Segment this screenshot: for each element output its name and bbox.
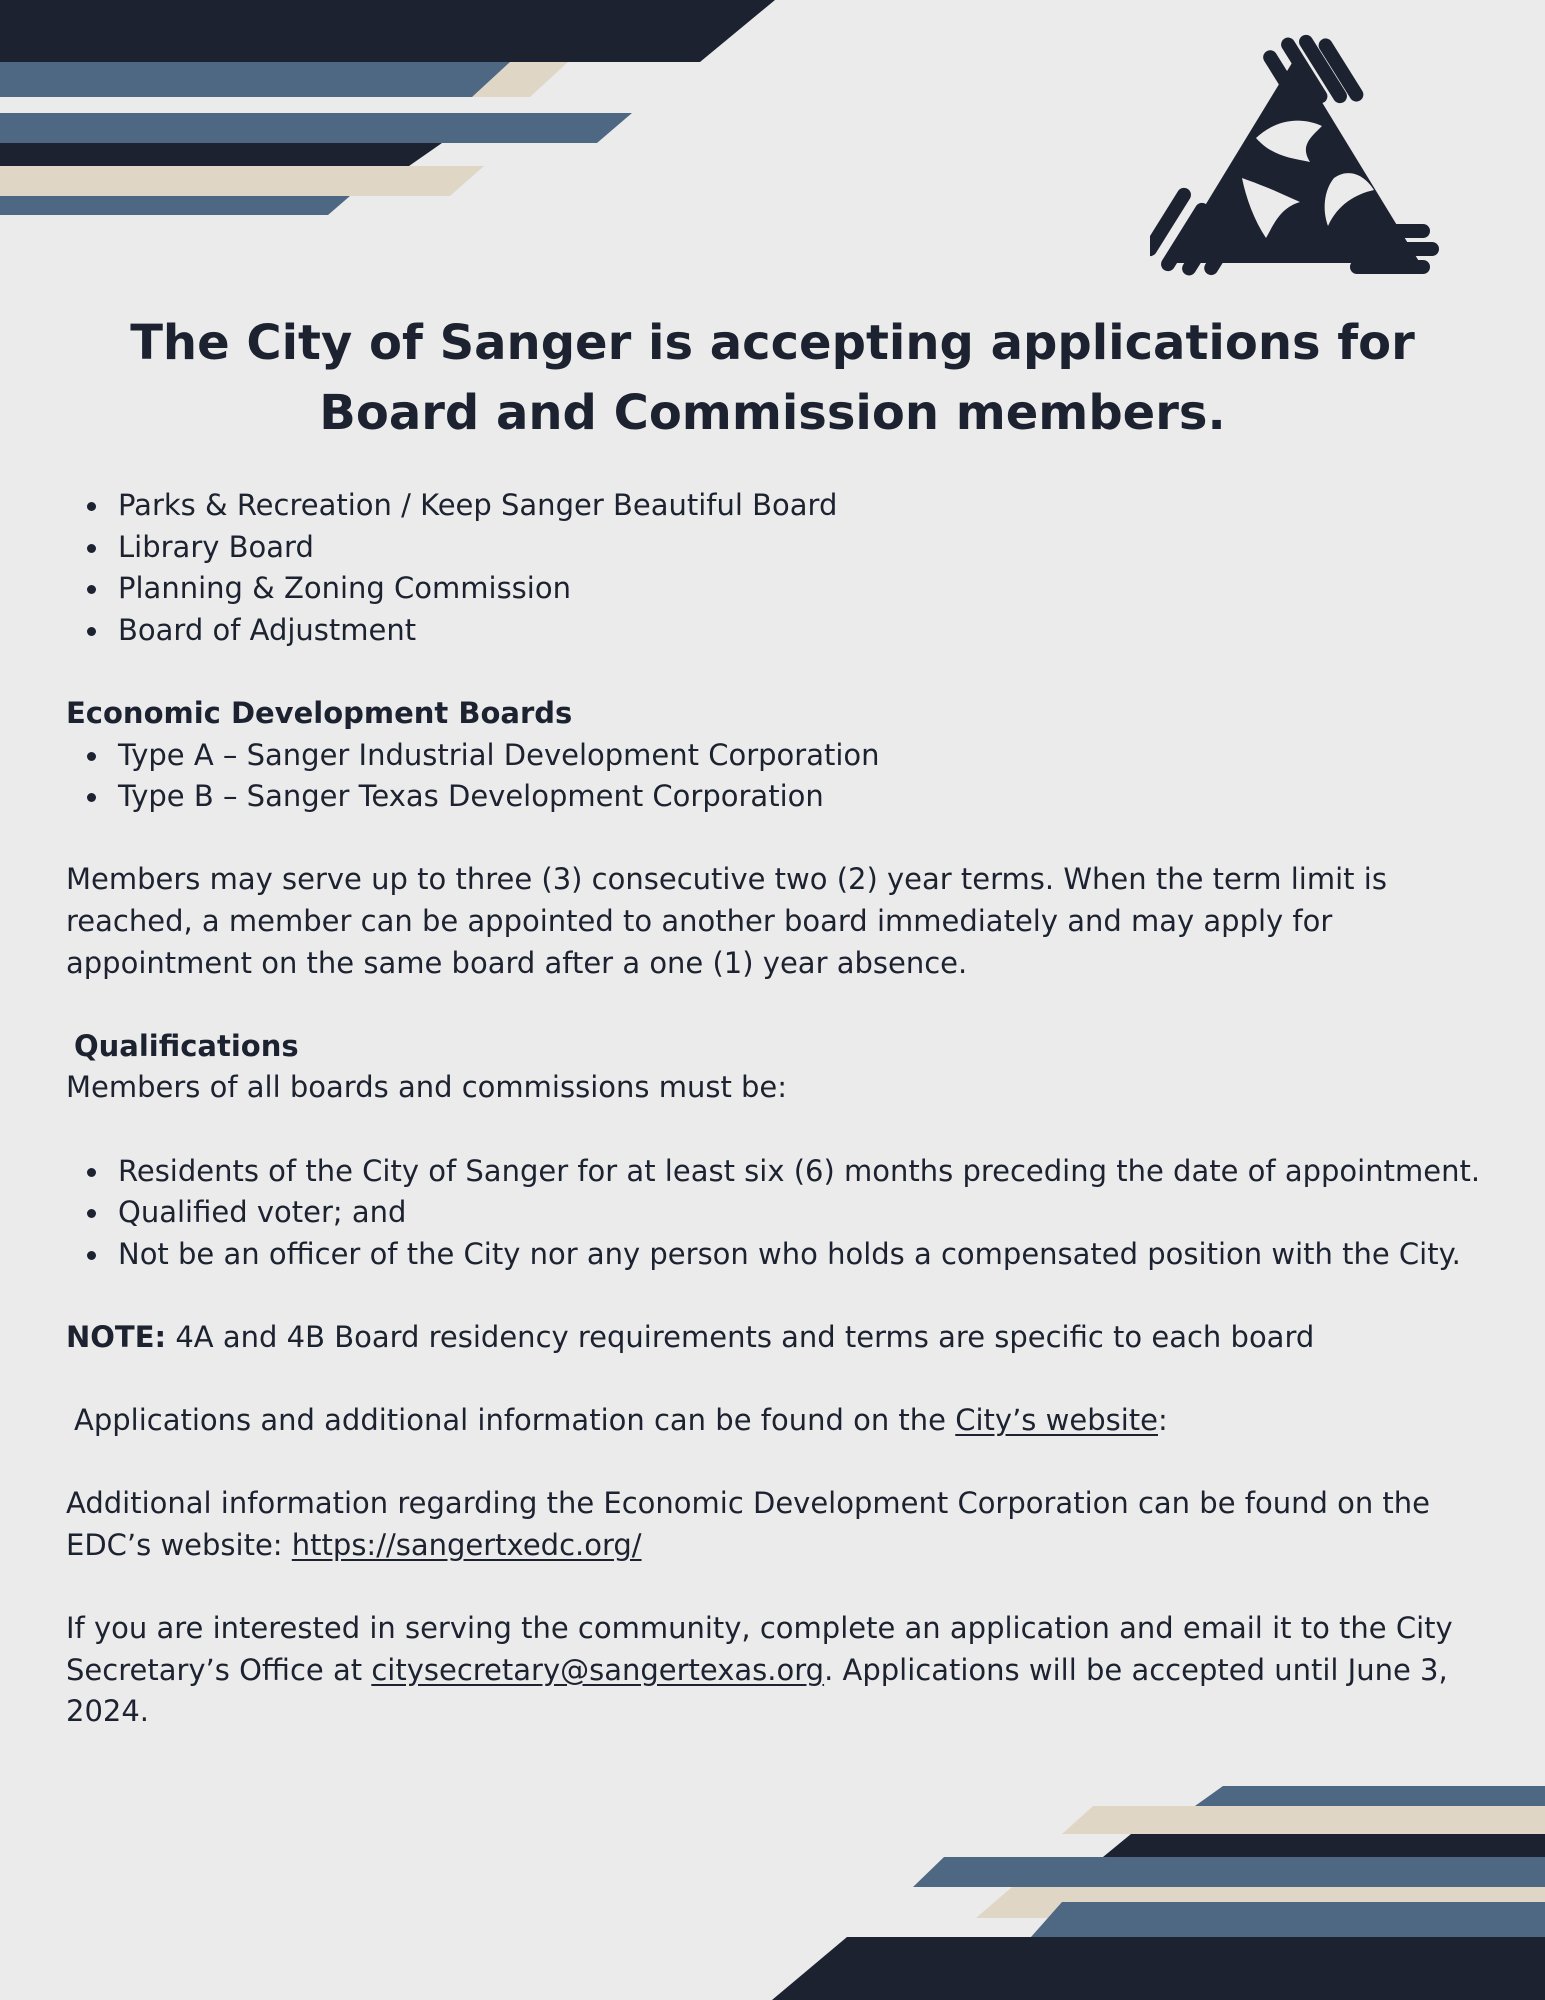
stripe-beige-b2 [976, 1887, 1545, 1918]
stripe-navy-b2 [772, 1937, 1545, 2000]
qualifications-heading: Qualifications [74, 1028, 299, 1063]
main-content [66, 485, 1486, 1733]
econ-heading: Economic Development Boards [66, 695, 573, 730]
stripe-blue-b2 [913, 1857, 1545, 1887]
closing-suffix: . Applications will be accepted until June 3, 2024. [66, 1652, 1448, 1729]
list-item: Board of Adjustment [118, 610, 1486, 652]
stripe-blue-b1 [1195, 1786, 1545, 1806]
note-paragraph [66, 1317, 1486, 1359]
city-website-link[interactable]: City’s website [955, 1403, 1158, 1438]
edc-website-link[interactable]: https://sangertxedc.org/ [291, 1527, 642, 1562]
list-item: Residents of the City of Sanger for at least six (6) months preceding the date of appointment. [118, 1151, 1486, 1193]
stripe-blue-3 [0, 196, 350, 215]
qualifications-list [66, 1151, 1486, 1276]
note-text: 4A and 4B Board residency requirements and terms are specific to each board [166, 1319, 1315, 1354]
stripe-navy-top [0, 0, 775, 62]
econ-list [66, 735, 1486, 818]
stripe-beige-b1 [1062, 1806, 1545, 1834]
boards-list [66, 485, 1486, 651]
closing-prefix: If you are interested in serving the community, complete an application and email it to the City Secretary’s Office at [66, 1611, 1453, 1687]
edc-paragraph [66, 1483, 1486, 1566]
list-item: Parks & Recreation / Keep Sanger Beautiful Board [118, 485, 1486, 527]
list-item: Planning & Zoning Commission [118, 568, 1486, 610]
list-item: Not be an officer of the City nor any person who holds a compensated position with the City. [118, 1234, 1486, 1276]
edc-prefix: Additional information regarding the Economic Development Corporation can be found on the EDC’s website: [66, 1486, 1431, 1562]
applications-suffix: : [1157, 1403, 1168, 1438]
qualifications-intro: Members of all boards and commissions must be: [66, 1070, 788, 1105]
terms-paragraph: Members may serve up to three (3) consecutive two (2) year terms. When the term limit is reached, a member can be appointed to another board immediately and may apply for appointment on the same board after a one (1) year absence. [66, 862, 1387, 980]
three-hands-triangle-icon [1150, 28, 1440, 283]
list-item: Type A – Sanger Industrial Development Corporation [118, 735, 1486, 777]
stripe-blue-2 [0, 113, 632, 143]
stripe-beige-2 [0, 166, 484, 196]
list-item: Library Board [118, 527, 1486, 569]
stripe-blue-b3 [1031, 1902, 1545, 1937]
title-line-2: Board and Commission members. [319, 385, 1226, 441]
list-item: Type B – Sanger Texas Development Corporation [118, 776, 1486, 818]
list-item: Qualified voter; and [118, 1192, 1486, 1234]
closing-paragraph [66, 1608, 1486, 1733]
applications-paragraph [66, 1400, 1486, 1442]
page-title [0, 308, 1545, 448]
stripe-blue-1 [0, 62, 510, 97]
stripe-navy-b1 [1103, 1834, 1545, 1857]
title-line-1: The City of Sanger is accepting applications for [130, 315, 1415, 371]
stripe-navy-2 [0, 143, 442, 166]
email-link[interactable]: citysecretary@sangertexas.org [371, 1652, 825, 1687]
note-label: NOTE: [66, 1319, 167, 1354]
top-left-stripes-decoration [0, 0, 800, 220]
applications-prefix: Applications and additional information can be found on the [74, 1403, 956, 1438]
